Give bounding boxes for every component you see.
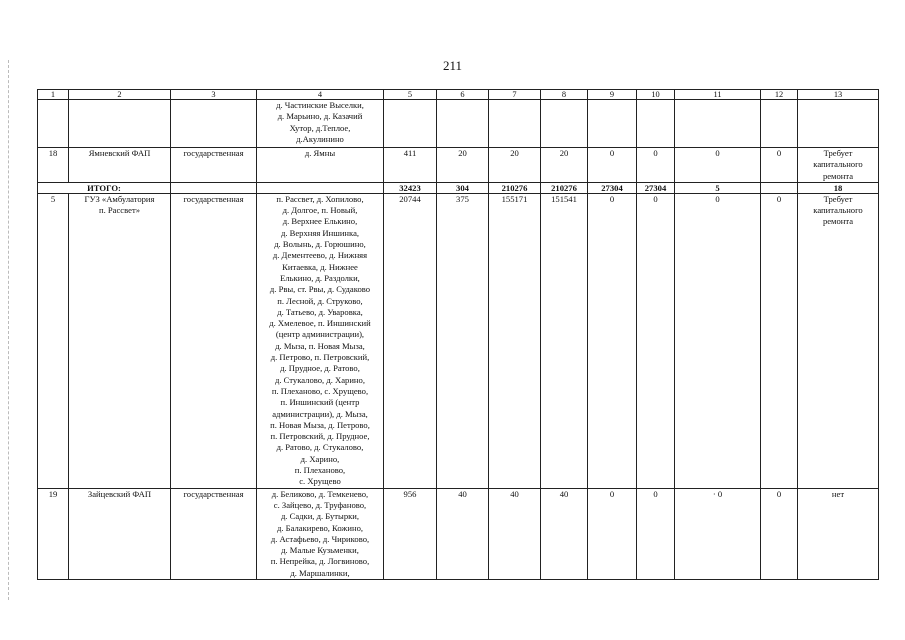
value-cell (541, 100, 588, 148)
value-cell (384, 100, 437, 148)
header-cell: 3 (171, 90, 257, 100)
settlement-line: д. Петрово, п. Петровский, (270, 352, 370, 363)
settlements-cell (257, 100, 384, 148)
condition-line: капитального (813, 159, 863, 170)
header-cell: 13 (798, 90, 879, 100)
value-cell (637, 100, 675, 148)
total-value: 18 (798, 182, 879, 193)
condition-cell (798, 100, 879, 148)
value-cell: 0 (588, 148, 637, 183)
value-cell: 0 (588, 488, 637, 579)
value-cell: 20744 (384, 193, 437, 488)
value-cell: 20 (541, 148, 588, 183)
settlement-line: д. Долгое, п. Новый, (282, 205, 358, 216)
settlement-line: п. Лесной, д. Струково, (277, 295, 363, 306)
table-row (38, 100, 879, 148)
header-cell: 12 (761, 90, 798, 100)
facility-name-line: ГУЗ «Амбулатория (84, 193, 155, 204)
condition-line: Требует (823, 148, 853, 158)
settlement-line: д. Балакирево, Кожино, (276, 522, 364, 533)
total-value (761, 182, 798, 193)
table-row (38, 488, 879, 579)
value-cell: 20 (489, 148, 541, 183)
value-cell: 40 (489, 488, 541, 579)
binding-margin-marks (8, 60, 13, 600)
value-cell: · 0 (675, 488, 761, 579)
facility-name-line: п. Рассвет» (99, 205, 140, 216)
row-number-cell: 18 (38, 148, 69, 183)
settlement-line: д. Стукалово, д. Харино, (275, 374, 365, 385)
settlement-line: администрации), д. Мыза, (272, 408, 368, 419)
row-number-cell (38, 100, 69, 148)
settlement-line: д. Ратово, д. Стукалово, (276, 442, 364, 453)
facilities-table (37, 89, 879, 580)
header-cell: 11 (675, 90, 761, 100)
condition-cell (798, 193, 879, 488)
condition-line: Требует (823, 193, 853, 204)
total-value: 304 (437, 182, 489, 193)
value-cell: 0 (675, 148, 761, 183)
value-cell: 0 (675, 193, 761, 488)
condition-cell: нет (798, 488, 879, 579)
ownership-cell: государственная (171, 148, 257, 183)
total-value: 5 (675, 182, 761, 193)
settlement-line: д. Верхняя Иншинка, (280, 227, 360, 238)
total-value: 27304 (588, 182, 637, 193)
value-cell: 0 (588, 193, 637, 488)
settlements-cell (257, 488, 384, 579)
total-empty-cell (171, 182, 257, 193)
settlements-cell (257, 193, 384, 488)
value-cell: 0 (637, 488, 675, 579)
value-cell: 0 (637, 193, 675, 488)
value-cell: 0 (637, 148, 675, 183)
settlement-line: д. Частинские Выселки, (276, 100, 364, 110)
settlement-line: д. Прудное, д. Ратово, (280, 363, 360, 374)
total-row (38, 182, 879, 193)
page-number: 211 (442, 58, 463, 73)
settlement-line: Китаевка, д. Нижнее (282, 261, 358, 272)
value-cell (588, 100, 637, 148)
total-value: 210276 (489, 182, 541, 193)
settlement-line: п. Плеханово, с. Хрущево, (271, 385, 369, 396)
header-cell: 10 (637, 90, 675, 100)
settlement-line: д. Беликово, д. Темкенево, (271, 488, 369, 499)
header-cell: 4 (257, 90, 384, 100)
settlement-line: д. Харино, (300, 453, 340, 464)
settlement-line: д. Хмелевое, п. Иншинский (269, 318, 371, 329)
value-cell (675, 100, 761, 148)
total-value: 27304 (637, 182, 675, 193)
settlement-line: Елькино, д. Раздолки, (280, 272, 360, 283)
settlement-line: д. Садки, д. Бутырки, (280, 511, 360, 522)
total-value: 32423 (384, 182, 437, 193)
table-row (38, 148, 879, 183)
value-cell: 20 (437, 148, 489, 183)
settlement-line: п. Петровский, д. Прудное, (270, 431, 370, 442)
value-cell: 40 (541, 488, 588, 579)
settlement-line: д. Малые Кузьменки, (281, 545, 359, 556)
value-cell: 40 (437, 488, 489, 579)
row-number-cell: 5 (38, 193, 69, 488)
value-cell (437, 100, 489, 148)
value-cell: 375 (437, 193, 489, 488)
header-cell: 7 (489, 90, 541, 100)
settlement-line: д. Рвы, ст. Рвы, д. Судаково (269, 284, 371, 295)
settlements-cell: д. Ямны (257, 148, 384, 183)
settlement-line: д. Верхнее Елькино, (282, 216, 358, 227)
settlement-line: д. Астафьево, д. Чириково, (270, 533, 370, 544)
header-cell: 9 (588, 90, 637, 100)
total-empty-cell (257, 182, 384, 193)
ownership-cell (171, 100, 257, 148)
settlement-line: п. Новая Мыза, д. Петрово, (270, 419, 370, 430)
value-cell (489, 100, 541, 148)
settlement-line: д. Мыза, п. Новая Мыза, (275, 340, 365, 351)
condition-line: капитального (813, 205, 863, 216)
value-cell: 411 (384, 148, 437, 183)
table-row (38, 193, 879, 488)
header-cell: 1 (38, 90, 69, 100)
settlement-line: д. Марьино, д. Казачий (277, 111, 363, 122)
value-cell: 0 (761, 488, 798, 579)
settlement-line: с. Зайцево, д. Труфаново, (273, 499, 367, 510)
header-cell: 8 (541, 90, 588, 100)
settlement-line: д.Акулинино (296, 133, 344, 144)
facility-name-cell: Ямневский ФАП (69, 148, 171, 183)
settlement-line: п. Иншинский (центр (280, 397, 360, 408)
header-cell: 5 (384, 90, 437, 100)
condition-line: ремонта (822, 170, 854, 181)
settlement-line: п. Непрейка, д. Логвиново, (270, 556, 370, 567)
ownership-cell: государственная (171, 488, 257, 579)
settlement-line: п. Рассвет, д. Хопилово, (276, 193, 364, 204)
facility-name-cell (69, 100, 171, 148)
settlement-line: д. Татьево, д. Уваровка, (277, 306, 363, 317)
settlement-line: п. Плеханово, (294, 465, 346, 476)
condition-line: ремонта (822, 216, 854, 227)
settlement-line: (центр администрации), (275, 329, 365, 340)
value-cell: 0 (761, 148, 798, 183)
value-cell: 151541 (541, 193, 588, 488)
value-cell: 956 (384, 488, 437, 579)
ownership-cell: государственная (171, 193, 257, 488)
settlement-line: д. Дементеево, д. Нижняя (272, 250, 368, 261)
value-cell: 155171 (489, 193, 541, 488)
condition-cell (798, 148, 879, 183)
total-label: ИТОГО: (38, 182, 171, 193)
value-cell (761, 100, 798, 148)
column-number-header-row (38, 90, 879, 100)
header-cell: 6 (437, 90, 489, 100)
facility-name-cell (69, 193, 171, 488)
settlement-line: д. Волынь, д. Горюшино, (274, 239, 366, 250)
value-cell: 0 (761, 193, 798, 488)
header-cell: 2 (69, 90, 171, 100)
settlement-line: Хутор, д.Теплое, (289, 122, 351, 133)
row-number-cell: 19 (38, 488, 69, 579)
settlement-line: д. Маршалинки, (290, 567, 350, 578)
total-value: 210276 (541, 182, 588, 193)
facility-name-cell: Зайцевский ФАП (69, 488, 171, 579)
settlement-line: с. Хрущево (299, 476, 341, 487)
